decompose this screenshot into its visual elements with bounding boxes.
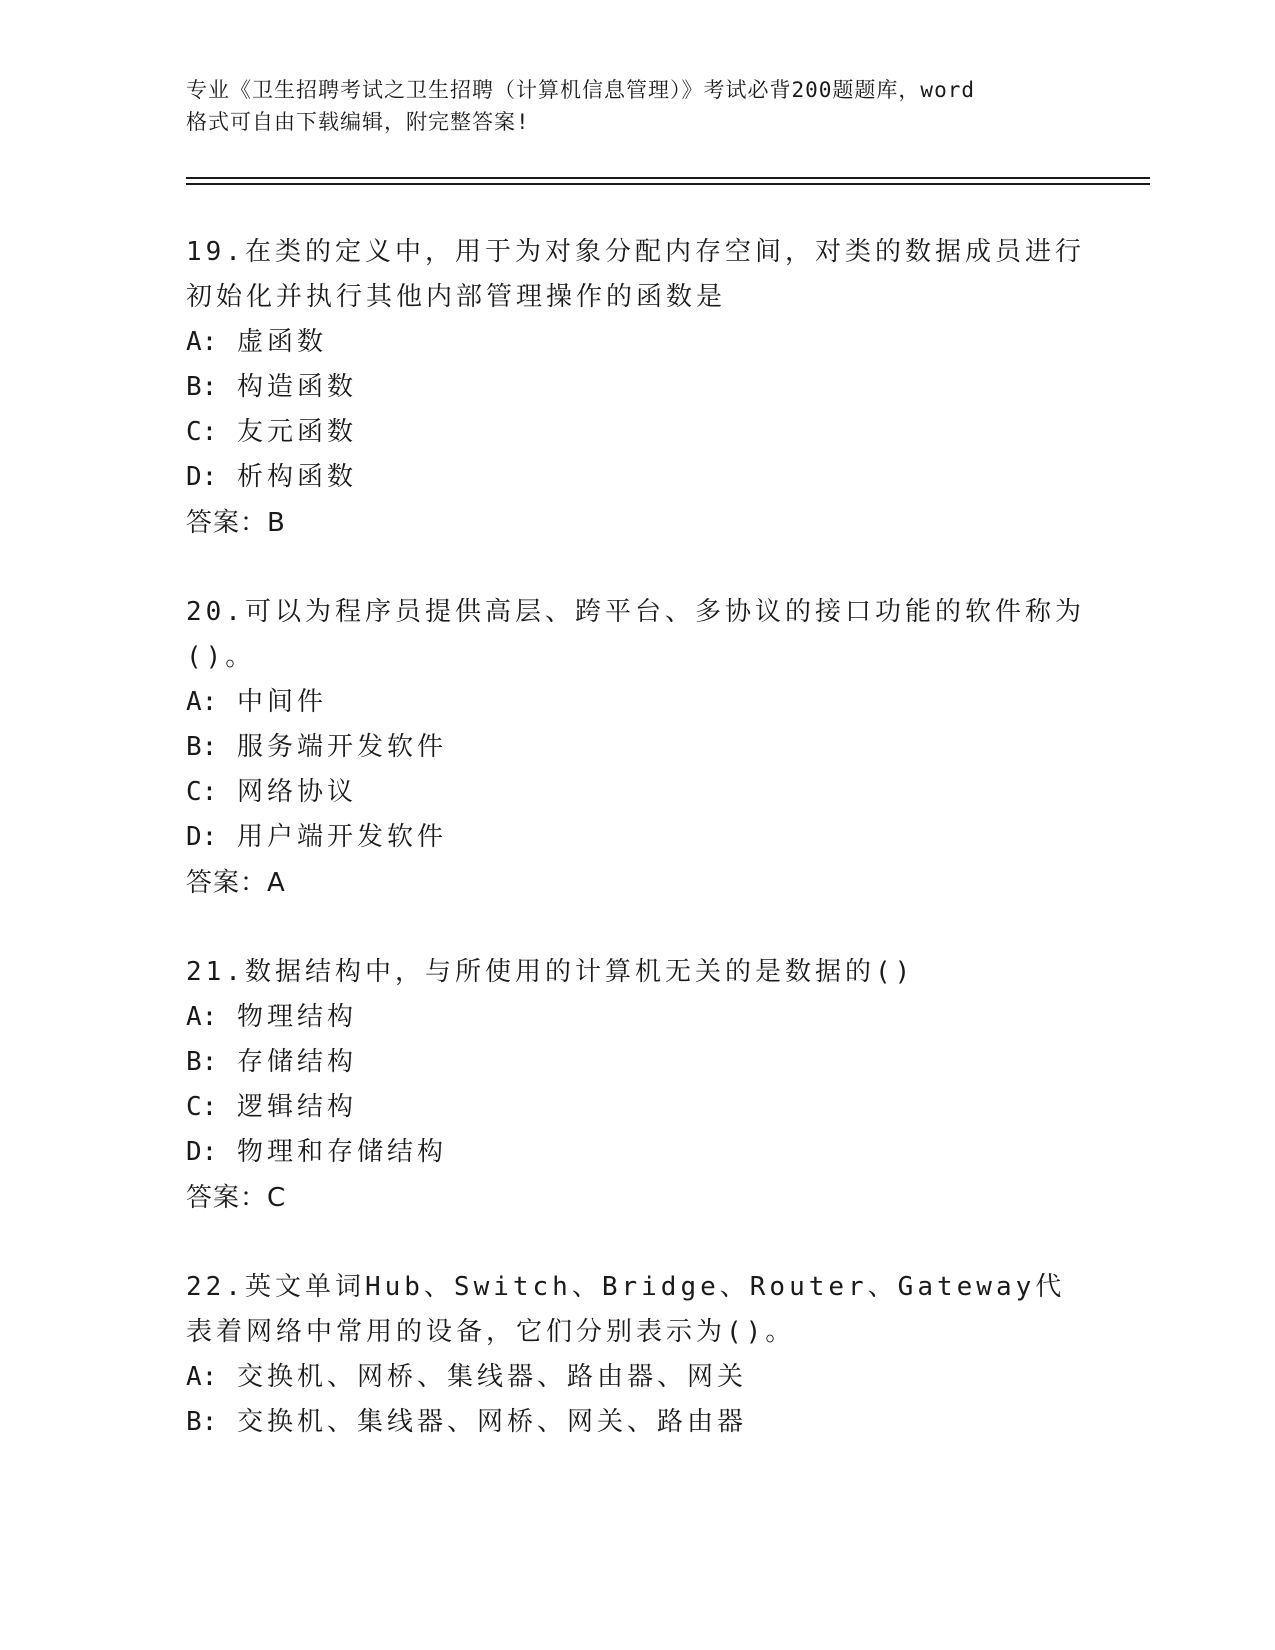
option-letter: A: xyxy=(186,1362,218,1392)
option-text: 网络协议 xyxy=(236,777,357,807)
option-letter: C: xyxy=(186,417,218,447)
option-c xyxy=(186,1085,1086,1130)
header-line-2: 格式可自由下载编辑，附完整答案! xyxy=(186,110,530,134)
option-text: 逻辑结构 xyxy=(236,1092,357,1122)
option-letter: B: xyxy=(186,1407,218,1437)
option-d xyxy=(186,815,1086,860)
header-line-1: 专业《卫生招聘考试之卫生招聘（计算机信息管理）》考试必背200题题库，word xyxy=(186,78,975,102)
option-letter: A: xyxy=(186,327,218,357)
question-stem: 22.英文单词Hub、Switch、Bridge、Router、Gateway代表着网络中常用的设备，它们分别表示为()。 xyxy=(186,1272,1066,1347)
option-text: 友元函数 xyxy=(236,417,357,447)
option-b xyxy=(186,725,1086,770)
question-22 xyxy=(186,1265,1086,1445)
header-divider-top xyxy=(186,177,1150,179)
option-text: 存储结构 xyxy=(236,1047,357,1077)
option-letter: B: xyxy=(186,1047,218,1077)
question-stem: 21.数据结构中，与所使用的计算机无关的是数据的() xyxy=(186,957,915,987)
option-a xyxy=(186,680,1086,725)
option-letter: A: xyxy=(186,1002,218,1032)
option-text: 交换机、集线器、网桥、网关、路由器 xyxy=(236,1407,747,1437)
option-d xyxy=(186,1130,1086,1175)
question-21 xyxy=(186,950,1086,1221)
option-text: 交换机、网桥、集线器、路由器、网关 xyxy=(236,1362,747,1392)
option-letter: C: xyxy=(186,777,218,807)
question-19 xyxy=(186,230,1086,546)
question-list xyxy=(186,230,1086,1489)
option-text: 析构函数 xyxy=(236,462,357,492)
option-letter: A: xyxy=(186,687,218,717)
option-text: 物理和存储结构 xyxy=(236,1137,447,1167)
option-text: 虚函数 xyxy=(236,327,327,357)
option-a xyxy=(186,320,1086,365)
question-stem: 20.可以为程序员提供高层、跨平台、多协议的接口功能的软件称为()。 xyxy=(186,597,1085,672)
question-stem: 19.在类的定义中，用于为对象分配内存空间，对类的数据成员进行初始化并执行其他内部管理操作的函数是 xyxy=(186,237,1085,312)
option-letter: D: xyxy=(186,1137,218,1167)
answer-label: 答案：A xyxy=(186,868,286,898)
option-letter: D: xyxy=(186,462,218,492)
option-text: 物理结构 xyxy=(236,1002,357,1032)
answer-label: 答案：B xyxy=(186,508,286,538)
option-b xyxy=(186,365,1086,410)
option-d xyxy=(186,455,1086,500)
option-letter: B: xyxy=(186,372,218,402)
option-c xyxy=(186,410,1086,455)
option-text: 构造函数 xyxy=(236,372,357,402)
option-letter: B: xyxy=(186,732,218,762)
option-letter: C: xyxy=(186,1092,218,1122)
option-text: 中间件 xyxy=(236,687,327,717)
header-divider-bottom xyxy=(186,183,1150,185)
option-letter: D: xyxy=(186,822,218,852)
answer-label: 答案：C xyxy=(186,1183,287,1213)
document-header xyxy=(186,74,1086,138)
option-text: 用户端开发软件 xyxy=(236,822,447,852)
option-a xyxy=(186,1355,1086,1400)
question-20 xyxy=(186,590,1086,906)
option-text: 服务端开发软件 xyxy=(236,732,447,762)
option-b xyxy=(186,1040,1086,1085)
option-c xyxy=(186,770,1086,815)
option-b xyxy=(186,1400,1086,1445)
option-a xyxy=(186,995,1086,1040)
